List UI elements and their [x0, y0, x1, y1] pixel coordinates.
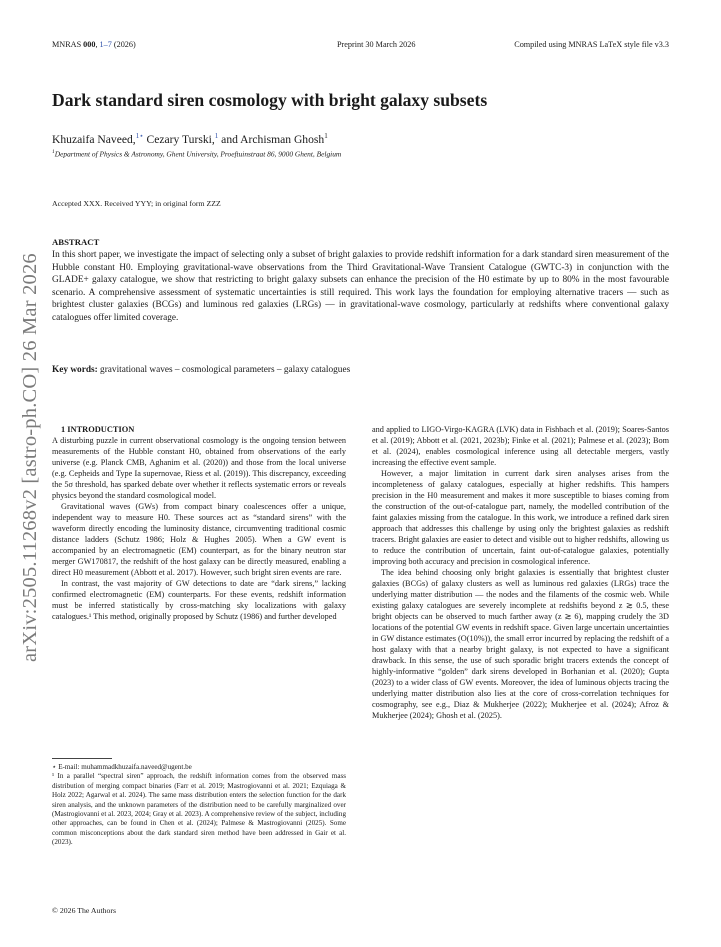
footnote-email: ⋆ E-mail: muhammadkhuzaifa.naveed@ugent.be [52, 763, 192, 771]
abstract-heading: ABSTRACT [52, 237, 100, 247]
preprint-date: Preprint 30 March 2026 [337, 40, 416, 49]
author-1: Khuzaifa Naveed, [52, 132, 136, 146]
affiliation [52, 149, 341, 158]
arxiv-stamp[interactable]: arXiv:2505.11268v2 [astro-ph.CO] 26 Mar 2026 [19, 253, 41, 662]
intro-paragraph-5: However, a major limitation in current dark siren analyses arises from the incompleteness of galaxy catalogues, especially at higher redshifts. This hampers precision in the H0 measurement and makes it more susceptible to biases coming from the construction of the out-of-catalogue part, namely, the modelled contribution of the faint galaxies missing from the catalogue. In this work, we introduce a refined dark siren approach that addresses this challenge by using only the brightest galaxies as redshift tracers. Bright galaxies are easier to detect and visible out to higher redshifts, allowing us to reduce the contribution of uncertain, faint out-of-catalogue galaxies, potentially improving both accuracy and precision in cosmological inference. [372, 469, 669, 566]
author-list [52, 132, 328, 146]
paper-title: Dark standard siren cosmology with bright galaxy subsets [52, 90, 488, 110]
intro-paragraph-6: The idea behind choosing only bright galaxies is essentially that brightest cluster galaxies (BCGs) of galaxy clusters as well as luminous red galaxies (LRGs) trace the underlying matter distribution — the nodes and the filaments of the cosmic web. While existing galaxy catalogues are severely incomplete at redshifts beyond z ≳ 0.5, these bright objects can be observed to much farther away (z ≳ 6), mapping crudely the 3D locations of the potential GW events in redshift space. Given large uncertain uncertainties in GW distance estimates (O(10%)), the small error incurred by replacing the redshift of a host galaxy with that a nearby bright galaxy, is not expected to have a significant drawback. In this sense, the use of such sporadic bright tracers extends the concept of highly-informative “golden” dark sirens developed in Borhanian et al. (2020); Gupta (2023) to a wider class of GW events. Moreover, the idea of luminous objects tracing the underlying matter distribution also lies at the core of cross-correlation techniques for cosmography, see e.g., Diaz & Mukherjee (2022); Mukherjee et al. (2024); Afroz & Mukherjee (2024); Ghosh et al. (2025). [372, 568, 669, 720]
author-2: Cezary Turski, [146, 132, 215, 146]
compiled-note: Compiled using MNRAS LaTeX style file v3.3 [514, 40, 669, 49]
author-2-affil-mark[interactable]: 1 [214, 132, 219, 140]
copyright: © 2026 The Authors [52, 906, 117, 915]
section-heading-introduction: 1 INTRODUCTION [61, 425, 135, 434]
affiliation-mark: 1 [52, 149, 55, 155]
author-3: and Archisman Ghosh [221, 132, 325, 146]
keywords-text: gravitational waves – cosmological parameters – galaxy catalogues [100, 365, 351, 375]
author-1-email-mark[interactable]: ⋆ [139, 132, 144, 140]
footnote-1: ¹ In a parallel “spectral siren” approach, the redshift information comes from the observed mass distribution of merging compact binaries (Farr et al. 2019; Mastrogiovanni et al. 2021; Ezquiaga & Holz 2022; Agarwal et al. 2024). The same mass distribution enters the selection function for the dark siren analysis, and the unknown parameters of the distribution need to be carefully marginalized over (Mastrogiovanni et al. 2023, 2024; Gray et al. 2023). A comprehensive review of the subject, including other approaches, can be found in Chen et al. (2024); Palmese & Mastrogiovanni (2025). Some common misconceptions about the dark standard siren method have been addressed in Gair et al. (2023). [52, 772, 346, 847]
intro-paragraph-4: and applied to LIGO-Virgo-KAGRA (LVK) data in Fishbach et al. (2019); Soares-Santos et al. (2019); Abbott et al. (2021, 2023b); Finke et al. (2021); Palmese et al. (2023); Bom et al. (2024), enables cosmological inference using all detectable mergers, vastly increasing the effective event sample. [372, 425, 669, 467]
affiliation-text: Department of Physics & Astronomy, Ghent University, Proeftuinstraat 86, 9000 Ghent, Belgium [54, 149, 342, 159]
author-3-affil-mark: 1 [324, 132, 328, 140]
journal-volume: 000 [83, 40, 96, 49]
intro-paragraph-2: Gravitational waves (GWs) from compact binary coalescences offer a unique, independent way to measure H0. These sources act as “standard sirens” with the waveform directly encoding the luminosity distance, circumventing traditional cosmic distance ladders (Schutz 1986; Holz & Hughes 2005). When a GW event is accompanied by an electromagnetic (EM) counterpart, as for the binary neutron star merger GW170817, the redshift of the host galaxy can be directly measured, enabling a direct H0 measurement (Abbott et al. 2017). However, such bright siren events are rare. [52, 502, 346, 577]
accepted-line: Accepted XXX. Received YYY; in original form ZZZ [52, 199, 221, 208]
footnotes [52, 758, 346, 848]
journal-name: MNRAS [52, 40, 82, 49]
footnote-rule [52, 758, 112, 759]
journal-year: (2026) [113, 40, 136, 49]
keywords [52, 365, 669, 375]
page-range-link[interactable]: 1–7 [99, 40, 112, 49]
intro-paragraph-1: A disturbing puzzle in current observational cosmology is the ongoing tension between measurements of the Hubble constant H0, obtained from observations of the early universe (e.g. Planck CMB, Aghanim et al. (2020)) and those from the local universe (e.g. Cepheids and Type Ia supernovae, Riess et al. (2019)). This discrepancy, exceeding the 5σ threshold, has sparked debate over whether it reflects systematic errors or reveals physics beyond the standard cosmological model. [52, 436, 346, 500]
intro-paragraph-3: In contrast, the vast majority of GW detections to date are “dark sirens,” lacking confirmed electromagnetic (EM) counterparts. For these events, redshift information must be inferred statistically by cross-matching sky localizations with galaxy catalogues.¹ This method, originally proposed by Schutz (1986) and further developed [52, 579, 346, 621]
author-1-affil-mark[interactable]: 1 [135, 132, 140, 140]
running-header-journal: MNRAS 000, 1–7 (2026) [52, 40, 136, 49]
right-column [372, 424, 669, 721]
left-column [52, 424, 346, 622]
keywords-label: Key words: [52, 365, 98, 375]
abstract-text: In this short paper, we investigate the impact of selecting only a subset of bright galaxies to provide redshift information for a dark standard siren measurement of the Hubble constant H0. Employing gravitational-wave observations from the Third Gravitational-Wave Transient Catalogue (GWTC-3) in conjunction with the GLADE+ galaxy catalogue, we show that restricting to bright galaxy subsets can enhance the precision of the H0 estimate by up to 80% in the most favourable scenario. A comprehensive assessment of systematic uncertainties is still required. This work lays the foundation for employing alternative tracers — such as brightest cluster galaxies (BCGs) and luminous red galaxies (LRGs) — in gravitational-wave cosmology, particularly at redshifts where conventional galaxy catalogues offer limited coverage. [52, 250, 669, 323]
